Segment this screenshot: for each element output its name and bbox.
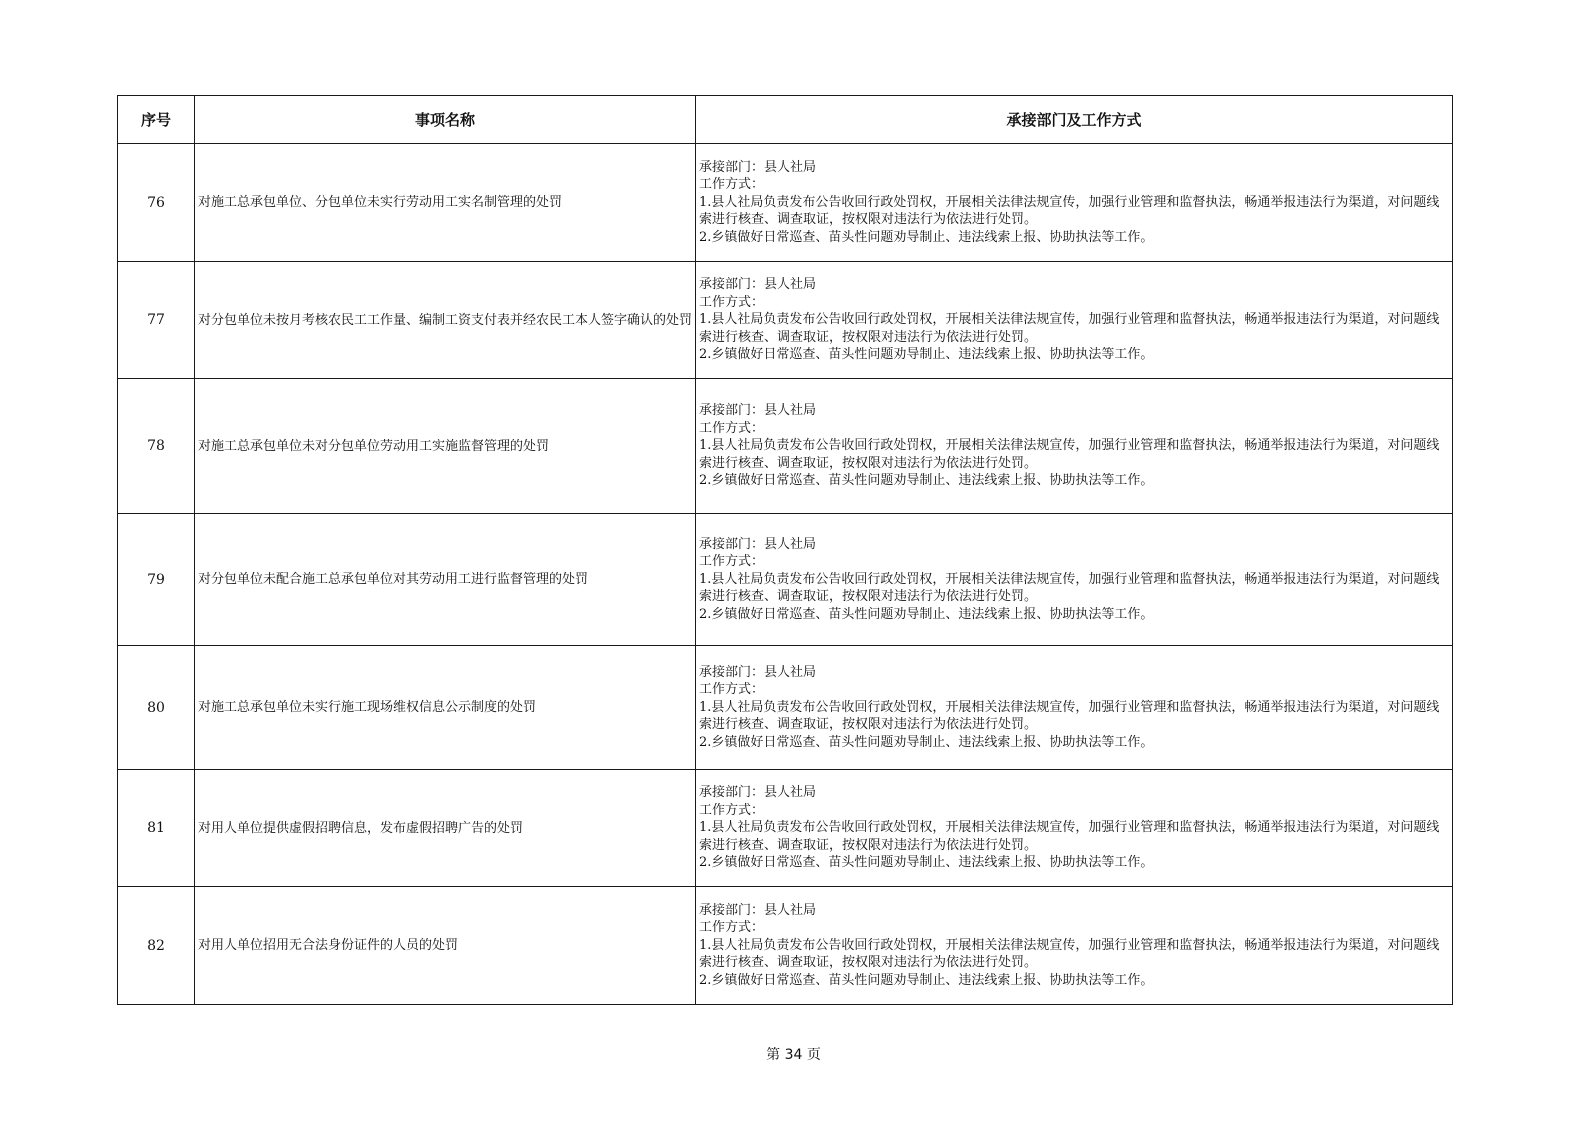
matters-table: [117, 95, 1453, 1005]
method-step-2: 2.乡镇做好日常巡查、苗头性问题劝导制止、违法线索上报、协助执法等工作。: [699, 229, 1154, 245]
method-step-1: 1.县人社局负责发布公告收回行政处罚权，开展相关法律法规宣传，加强行业管理和监督执法，畅通举报违法行为渠道，对问题线索进行核查、调查取证，按权限对违法行为依法进行处罚。: [699, 438, 1440, 471]
row-matter-name: 对施工总承包单位、分包单位未实行劳动用工实名制管理的处罚: [195, 144, 696, 262]
table-row: [118, 262, 1453, 379]
table-header-row: [118, 96, 1453, 144]
method-step-1: 1.县人社局负责发布公告收回行政处罚权，开展相关法律法规宣传，加强行业管理和监督执法，畅通举报违法行为渠道，对问题线索进行核查、调查取证，按权限对违法行为依法进行处罚。: [699, 820, 1440, 853]
department-label: 承接部门：县人社局: [699, 277, 817, 293]
table-row: [118, 770, 1453, 887]
method-label: 工作方式：: [699, 420, 765, 436]
department-label: 承接部门：县人社局: [699, 664, 817, 680]
table-row: [118, 887, 1453, 1005]
row-matter-name: 对分包单位未配合施工总承包单位对其劳动用工进行监督管理的处罚: [195, 514, 696, 646]
method-label: 工作方式：: [699, 802, 765, 818]
method-step-1: 1.县人社局负责发布公告收回行政处罚权，开展相关法律法规宣传，加强行业管理和监督执法，畅通举报违法行为渠道，对问题线索进行核查、调查取证，按权限对违法行为依法进行处罚。: [699, 937, 1440, 971]
method-step-2: 2.乡镇做好日常巡查、苗头性问题劝导制止、违法线索上报、协助执法等工作。: [699, 855, 1154, 871]
page-number: 第 34 页: [766, 1047, 821, 1063]
method-step-1: 1.县人社局负责发布公告收回行政处罚权，开展相关法律法规宣传，加强行业管理和监督执法，畅通举报违法行为渠道，对问题线索进行核查、调查取证，按权限对违法行为依法进行处罚。: [699, 571, 1440, 605]
header-serial-number: 序号: [118, 96, 195, 144]
method-step-2: 2.乡镇做好日常巡查、苗头性问题劝导制止、违法线索上报、协助执法等工作。: [699, 606, 1154, 622]
row-matter-name: 对用人单位提供虚假招聘信息，发布虚假招聘广告的处罚: [195, 770, 696, 887]
method-step-1: 1.县人社局负责发布公告收回行政处罚权，开展相关法律法规宣传，加强行业管理和监督执法，畅通举报违法行为渠道，对问题线索进行核查、调查取证，按权限对违法行为依法进行处罚。: [699, 312, 1440, 345]
method-step-1: 1.县人社局负责发布公告收回行政处罚权，开展相关法律法规宣传，加强行业管理和监督执法，畅通举报违法行为渠道，对问题线索进行核查、调查取证，按权限对违法行为依法进行处罚。: [699, 699, 1440, 733]
department-label: 承接部门：县人社局: [699, 403, 817, 419]
row-serial-number: 80: [118, 646, 195, 770]
header-matter-name: 事项名称: [195, 96, 696, 144]
row-serial-number: 78: [118, 379, 195, 514]
row-department-method: [696, 144, 1453, 262]
method-label: 工作方式：: [699, 682, 765, 698]
row-department-method: [696, 514, 1453, 646]
department-label: 承接部门：县人社局: [699, 785, 817, 801]
row-serial-number: 77: [118, 262, 195, 379]
header-department-method: 承接部门及工作方式: [696, 96, 1453, 144]
table-row: [118, 144, 1453, 262]
method-step-2: 2.乡镇做好日常巡查、苗头性问题劝导制止、违法线索上报、协助执法等工作。: [699, 972, 1154, 988]
row-serial-number: 79: [118, 514, 195, 646]
department-label: 承接部门：县人社局: [699, 159, 817, 175]
method-label: 工作方式：: [699, 294, 765, 310]
row-department-method: [696, 770, 1453, 887]
row-department-method: [696, 262, 1453, 379]
method-step-1: 1.县人社局负责发布公告收回行政处罚权，开展相关法律法规宣传，加强行业管理和监督执法，畅通举报违法行为渠道，对问题线索进行核查、调查取证，按权限对违法行为依法进行处罚。: [699, 194, 1440, 228]
department-label: 承接部门：县人社局: [699, 902, 817, 918]
table-row: [118, 379, 1453, 514]
method-label: 工作方式：: [699, 554, 765, 570]
method-label: 工作方式：: [699, 177, 765, 193]
method-step-2: 2.乡镇做好日常巡查、苗头性问题劝导制止、违法线索上报、协助执法等工作。: [699, 473, 1154, 489]
table-row: [118, 514, 1453, 646]
row-department-method: [696, 379, 1453, 514]
row-matter-name: 对施工总承包单位未对分包单位劳动用工实施监督管理的处罚: [195, 379, 696, 514]
row-serial-number: 76: [118, 144, 195, 262]
method-label: 工作方式：: [699, 920, 765, 936]
method-step-2: 2.乡镇做好日常巡查、苗头性问题劝导制止、违法线索上报、协助执法等工作。: [699, 734, 1154, 750]
row-serial-number: 82: [118, 887, 195, 1005]
method-step-2: 2.乡镇做好日常巡查、苗头性问题劝导制止、违法线索上报、协助执法等工作。: [699, 347, 1154, 363]
table-row: [118, 646, 1453, 770]
row-matter-name: 对分包单位未按月考核农民工工作量、编制工资支付表并经农民工本人签字确认的处罚: [195, 262, 696, 379]
row-serial-number: 81: [118, 770, 195, 887]
row-matter-name: 对施工总承包单位未实行施工现场维权信息公示制度的处罚: [195, 646, 696, 770]
row-department-method: [696, 646, 1453, 770]
row-department-method: [696, 887, 1453, 1005]
row-matter-name: 对用人单位招用无合法身份证件的人员的处罚: [195, 887, 696, 1005]
department-label: 承接部门：县人社局: [699, 536, 817, 552]
